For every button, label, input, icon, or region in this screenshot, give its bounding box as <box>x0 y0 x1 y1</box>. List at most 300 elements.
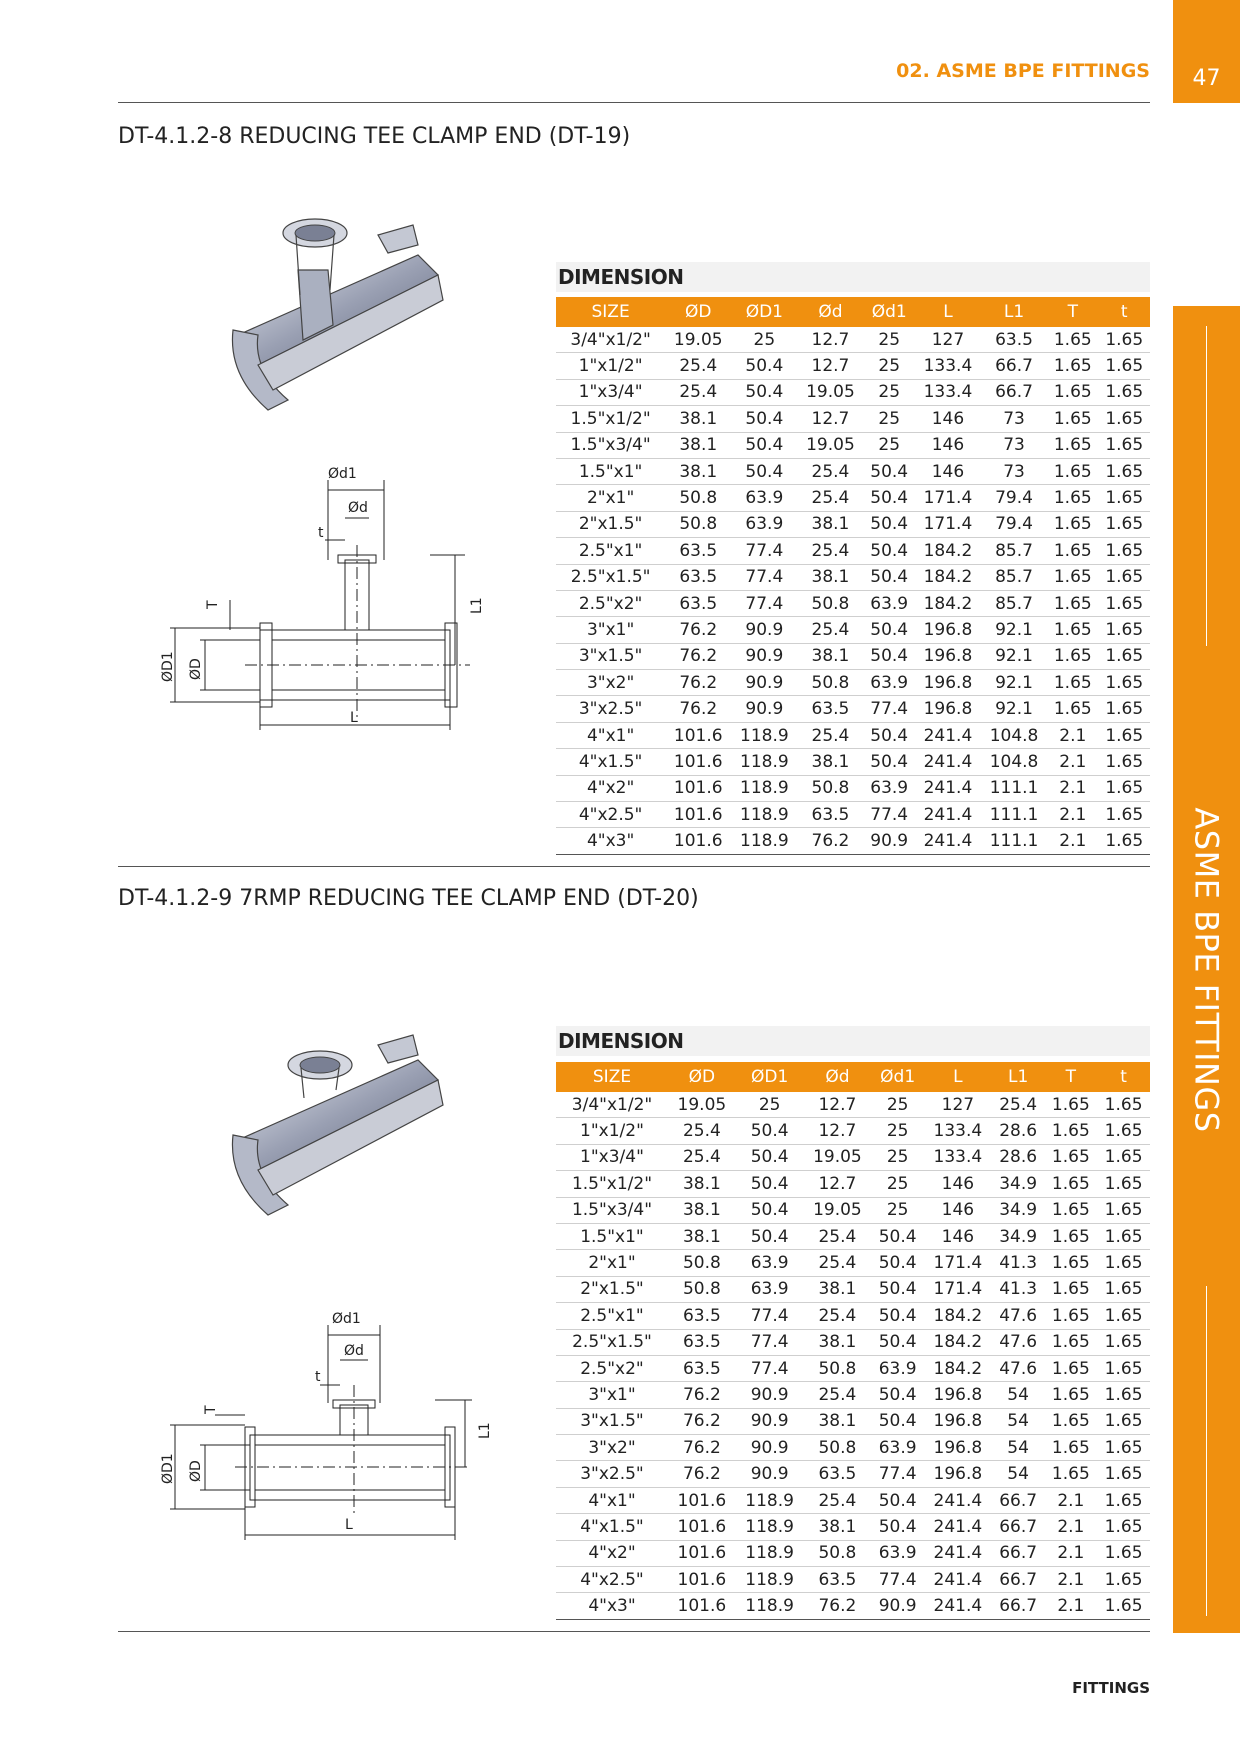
table-cell: 77.4 <box>864 802 915 828</box>
table-cell: 1.65 <box>1099 670 1151 696</box>
table-cell: 2.1 <box>1044 1540 1097 1566</box>
table-row <box>556 353 1150 379</box>
table-cell: 25.4 <box>992 1092 1045 1118</box>
table-cell: 196.8 <box>915 643 981 669</box>
table-cell: 2.1 <box>1044 1593 1097 1619</box>
table-cell: 77.4 <box>736 1355 804 1381</box>
table-cell: 76.2 <box>665 643 731 669</box>
table-cell: 1.65 <box>1099 353 1151 379</box>
table-cell: 241.4 <box>915 775 981 801</box>
table-cell: 50.4 <box>871 1487 924 1513</box>
header-rule <box>118 102 1150 103</box>
table-cell: 1.65 <box>1047 327 1098 353</box>
table-cell: 1.65 <box>1099 564 1151 590</box>
column-header: SIZE <box>556 1062 668 1092</box>
table-cell: 241.4 <box>924 1567 992 1593</box>
table-cell: 66.7 <box>992 1514 1045 1540</box>
table-row <box>556 1303 1150 1329</box>
table-cell: 92.1 <box>981 617 1047 643</box>
footer-label: FITTINGS <box>1072 1679 1150 1697</box>
table-cell: 25.4 <box>797 617 863 643</box>
table-cell: 50.4 <box>871 1514 924 1540</box>
column-header: ØD1 <box>736 1062 804 1092</box>
table-cell: 1.65 <box>1044 1408 1097 1434</box>
table-cell: 63.9 <box>736 1250 804 1276</box>
column-header: Ød1 <box>864 297 915 327</box>
table-row <box>556 1355 1150 1381</box>
table-cell: 77.4 <box>864 696 915 722</box>
table-cell: 25.4 <box>797 485 863 511</box>
table-cell: 111.1 <box>981 828 1047 854</box>
table-cell: 1.65 <box>1047 590 1098 616</box>
table-cell: 85.7 <box>981 564 1047 590</box>
table-row <box>556 1461 1150 1487</box>
table-cell: 118.9 <box>736 1487 804 1513</box>
table-cell: 77.4 <box>731 590 797 616</box>
table-cell: 1.65 <box>1099 327 1151 353</box>
table-cell: 1.65 <box>1099 802 1151 828</box>
table-cell: 77.4 <box>736 1303 804 1329</box>
table-cell: 50.4 <box>731 432 797 458</box>
dimension-table <box>556 297 1150 855</box>
table-cell: 76.2 <box>804 1593 872 1619</box>
label-T: T <box>205 600 221 609</box>
table-cell: 90.9 <box>731 643 797 669</box>
table-cell: 38.1 <box>804 1514 872 1540</box>
table-cell: 2.1 <box>1044 1514 1097 1540</box>
table-cell: 101.6 <box>668 1487 736 1513</box>
table-cell: 66.7 <box>992 1487 1045 1513</box>
table-cell: 1.5"x1/2" <box>556 1171 668 1197</box>
table-cell: 1"x1/2" <box>556 1118 668 1144</box>
table-cell: 3"x2.5" <box>556 696 665 722</box>
table-cell: 50.8 <box>665 485 731 511</box>
table-cell: 12.7 <box>797 327 863 353</box>
table-cell: 2.5"x1" <box>556 1303 668 1329</box>
table-cell: 63.9 <box>731 485 797 511</box>
table-cell: 1.65 <box>1097 1223 1150 1249</box>
table-cell: 50.4 <box>736 1223 804 1249</box>
page-number-tab <box>1173 0 1240 103</box>
table-cell: 50.4 <box>736 1171 804 1197</box>
table-cell: 3"x2" <box>556 1435 668 1461</box>
fitting-3d-illustration <box>228 1020 458 1225</box>
table-cell: 3"x1.5" <box>556 1408 668 1434</box>
dimension-heading: DIMENSION <box>556 1026 1150 1056</box>
table-cell: 73 <box>981 432 1047 458</box>
table-cell: 2"x1" <box>556 1250 668 1276</box>
table-cell: 104.8 <box>981 722 1047 748</box>
table-cell: 1.65 <box>1097 1435 1150 1461</box>
table-cell: 146 <box>915 458 981 484</box>
table-cell: 50.8 <box>665 511 731 537</box>
table-cell: 47.6 <box>992 1329 1045 1355</box>
table-row <box>556 670 1150 696</box>
table-cell: 50.4 <box>736 1118 804 1144</box>
table-cell: 2.1 <box>1044 1487 1097 1513</box>
column-header: L <box>924 1062 992 1092</box>
table-cell: 25 <box>871 1171 924 1197</box>
table-row <box>556 1329 1150 1355</box>
table-row <box>556 617 1150 643</box>
table-cell: 41.3 <box>992 1250 1045 1276</box>
table-cell: 34.9 <box>992 1197 1045 1223</box>
table-cell: 1.65 <box>1044 1171 1097 1197</box>
table-row <box>556 1408 1150 1434</box>
label-t: t <box>315 1369 321 1385</box>
table-cell: 63.9 <box>736 1276 804 1302</box>
table-cell: 50.4 <box>736 1144 804 1170</box>
section-header-label: 02. ASME BPE FITTINGS <box>896 60 1150 82</box>
label-L: L <box>345 1517 353 1533</box>
table-cell: 1.5"x3/4" <box>556 1197 668 1223</box>
table-cell: 25.4 <box>668 1144 736 1170</box>
table-row <box>556 590 1150 616</box>
table-cell: 76.2 <box>668 1382 736 1408</box>
table-cell: 146 <box>915 432 981 458</box>
table-cell: 3"x1" <box>556 617 665 643</box>
table-cell: 90.9 <box>864 828 915 854</box>
table-cell: 25 <box>736 1092 804 1118</box>
table-cell: 133.4 <box>924 1118 992 1144</box>
table-cell: 28.6 <box>992 1118 1045 1144</box>
table-row <box>556 379 1150 405</box>
table-row <box>556 775 1150 801</box>
table-cell: 50.4 <box>871 1223 924 1249</box>
column-header: SIZE <box>556 297 665 327</box>
table-cell: 101.6 <box>668 1514 736 1540</box>
table-row <box>556 1593 1150 1619</box>
table-cell: 63.5 <box>804 1461 872 1487</box>
table-cell: 50.4 <box>736 1197 804 1223</box>
table-cell: 1.65 <box>1097 1197 1150 1223</box>
table-cell: 1.5"x1" <box>556 458 665 484</box>
table-cell: 1.65 <box>1097 1276 1150 1302</box>
table-cell: 1.65 <box>1044 1118 1097 1144</box>
table-cell: 63.9 <box>864 670 915 696</box>
label-L1: L1 <box>477 1422 493 1439</box>
table-cell: 63.5 <box>797 696 863 722</box>
table-cell: 90.9 <box>736 1461 804 1487</box>
table-cell: 196.8 <box>924 1382 992 1408</box>
table-cell: 90.9 <box>871 1593 924 1619</box>
table-cell: 3"x2.5" <box>556 1461 668 1487</box>
table-cell: 25 <box>871 1118 924 1144</box>
table-cell: 90.9 <box>731 670 797 696</box>
side-tab <box>1173 306 1240 1633</box>
table-row <box>556 1171 1150 1197</box>
table-cell: 54 <box>992 1461 1045 1487</box>
table-cell: 1.65 <box>1097 1514 1150 1540</box>
table-cell: 1.65 <box>1099 379 1151 405</box>
table-cell: 25 <box>864 327 915 353</box>
table-cell: 63.9 <box>864 590 915 616</box>
table-cell: 25.4 <box>804 1382 872 1408</box>
table-cell: 1.65 <box>1047 696 1098 722</box>
table-cell: 196.8 <box>915 670 981 696</box>
table-cell: 2"x1.5" <box>556 1276 668 1302</box>
table-cell: 1"x3/4" <box>556 379 665 405</box>
table-cell: 196.8 <box>924 1435 992 1461</box>
table-cell: 66.7 <box>981 353 1047 379</box>
table-cell: 241.4 <box>924 1593 992 1619</box>
label-t: t <box>318 525 324 541</box>
column-header: Ød <box>797 297 863 327</box>
table-cell: 1.65 <box>1047 538 1098 564</box>
table-cell: 77.4 <box>731 564 797 590</box>
table-cell: 50.4 <box>871 1303 924 1329</box>
table-row <box>556 432 1150 458</box>
table-cell: 50.4 <box>731 406 797 432</box>
table-cell: 1"x3/4" <box>556 1144 668 1170</box>
table-row <box>556 1514 1150 1540</box>
column-header: ØD <box>665 297 731 327</box>
table-cell: 2.1 <box>1047 802 1098 828</box>
table-cell: 92.1 <box>981 643 1047 669</box>
table-cell: 50.4 <box>731 458 797 484</box>
table-cell: 19.05 <box>665 327 731 353</box>
table-cell: 1.65 <box>1047 670 1098 696</box>
table-cell: 66.7 <box>992 1593 1045 1619</box>
table-cell: 171.4 <box>924 1276 992 1302</box>
table-cell: 196.8 <box>924 1408 992 1434</box>
table-cell: 77.4 <box>731 538 797 564</box>
table-cell: 25.4 <box>804 1487 872 1513</box>
table-row <box>556 485 1150 511</box>
table-cell: 3"x1" <box>556 1382 668 1408</box>
column-header: L1 <box>992 1062 1045 1092</box>
table-cell: 4"x1.5" <box>556 749 665 775</box>
table-cell: 196.8 <box>924 1461 992 1487</box>
table-cell: 1.65 <box>1047 432 1098 458</box>
table-row <box>556 1276 1150 1302</box>
table-cell: 1.65 <box>1044 1329 1097 1355</box>
table-cell: 50.4 <box>864 643 915 669</box>
table-cell: 196.8 <box>915 696 981 722</box>
table-cell: 146 <box>924 1171 992 1197</box>
table-cell: 50.4 <box>871 1329 924 1355</box>
table-cell: 38.1 <box>668 1171 736 1197</box>
table-cell: 63.5 <box>665 590 731 616</box>
footer-rule <box>118 1631 1150 1632</box>
table-row <box>556 1092 1150 1118</box>
table-cell: 118.9 <box>736 1567 804 1593</box>
side-label: ASME BPE FITTINGS <box>1187 806 1226 1133</box>
table-cell: 1.65 <box>1099 696 1151 722</box>
table-cell: 2.5"x1" <box>556 538 665 564</box>
table-row <box>556 749 1150 775</box>
table-cell: 76.2 <box>668 1435 736 1461</box>
table-cell: 50.4 <box>871 1276 924 1302</box>
table-cell: 1.65 <box>1047 485 1098 511</box>
table-cell: 63.9 <box>871 1540 924 1566</box>
table-cell: 38.1 <box>797 564 863 590</box>
table-cell: 63.5 <box>797 802 863 828</box>
table-cell: 1.65 <box>1097 1250 1150 1276</box>
table-cell: 63.5 <box>665 538 731 564</box>
column-header: ØD1 <box>731 297 797 327</box>
table-row <box>556 802 1150 828</box>
table-cell: 127 <box>924 1092 992 1118</box>
table-cell: 25 <box>731 327 797 353</box>
table-cell: 1.65 <box>1099 749 1151 775</box>
table-cell: 241.4 <box>924 1514 992 1540</box>
table-cell: 77.4 <box>871 1461 924 1487</box>
table-cell: 47.6 <box>992 1303 1045 1329</box>
table-cell: 63.9 <box>871 1355 924 1381</box>
table-cell: 118.9 <box>731 775 797 801</box>
table-cell: 19.05 <box>797 432 863 458</box>
column-header: L <box>915 297 981 327</box>
table-cell: 2.5"x2" <box>556 590 665 616</box>
table-cell: 1.65 <box>1044 1276 1097 1302</box>
table-cell: 1.65 <box>1097 1092 1150 1118</box>
table-cell: 241.4 <box>915 722 981 748</box>
table-cell: 4"x2.5" <box>556 802 665 828</box>
label-d1: Ød1 <box>328 466 357 482</box>
table-cell: 3/4"x1/2" <box>556 1092 668 1118</box>
table-cell: 4"x2.5" <box>556 1567 668 1593</box>
table-cell: 2.5"x1.5" <box>556 564 665 590</box>
dimension-heading: DIMENSION <box>556 262 1150 292</box>
table-cell: 4"x2" <box>556 1540 668 1566</box>
table-cell: 1.65 <box>1044 1223 1097 1249</box>
label-d: Ød <box>344 1343 364 1359</box>
table-cell: 63.5 <box>665 564 731 590</box>
table-row <box>556 1118 1150 1144</box>
table-cell: 63.5 <box>981 327 1047 353</box>
table-cell: 1.65 <box>1097 1118 1150 1144</box>
table-cell: 1.65 <box>1044 1197 1097 1223</box>
table-cell: 25 <box>864 432 915 458</box>
table-cell: 2"x1.5" <box>556 511 665 537</box>
table-cell: 118.9 <box>736 1540 804 1566</box>
table-cell: 1.65 <box>1099 643 1151 669</box>
table-cell: 50.4 <box>864 564 915 590</box>
table-cell: 1.65 <box>1044 1461 1097 1487</box>
table-cell: 241.4 <box>924 1540 992 1566</box>
table-cell: 63.5 <box>668 1303 736 1329</box>
table-cell: 1.5"x1/2" <box>556 406 665 432</box>
table-cell: 38.1 <box>797 511 863 537</box>
table-cell: 41.3 <box>992 1276 1045 1302</box>
table-cell: 133.4 <box>915 353 981 379</box>
table-cell: 118.9 <box>731 828 797 854</box>
table-cell: 50.8 <box>804 1355 872 1381</box>
table-cell: 118.9 <box>736 1593 804 1619</box>
table-cell: 4"x1" <box>556 1487 668 1513</box>
table-cell: 1.65 <box>1044 1355 1097 1381</box>
table-cell: 38.1 <box>804 1276 872 1302</box>
label-d: Ød <box>348 500 368 516</box>
table-cell: 2"x1" <box>556 485 665 511</box>
table-cell: 2.1 <box>1047 722 1098 748</box>
table-cell: 85.7 <box>981 538 1047 564</box>
column-header: t <box>1097 1062 1150 1092</box>
section-divider <box>118 866 1150 867</box>
table-cell: 104.8 <box>981 749 1047 775</box>
table-cell: 146 <box>915 406 981 432</box>
table-row <box>556 1250 1150 1276</box>
table-cell: 1.65 <box>1044 1303 1097 1329</box>
table-cell: 241.4 <box>915 802 981 828</box>
table-cell: 38.1 <box>804 1329 872 1355</box>
table-cell: 4"x3" <box>556 828 665 854</box>
table-cell: 76.2 <box>665 696 731 722</box>
table-cell: 241.4 <box>915 749 981 775</box>
label-L: L <box>350 710 358 726</box>
table-cell: 1.65 <box>1097 1144 1150 1170</box>
table-cell: 1.65 <box>1099 775 1151 801</box>
table-cell: 25 <box>864 406 915 432</box>
table-cell: 1.65 <box>1097 1408 1150 1434</box>
table-row <box>556 1197 1150 1223</box>
fitting-3d-illustration <box>228 215 458 420</box>
table-row <box>556 828 1150 854</box>
table-cell: 50.4 <box>864 458 915 484</box>
table-cell: 1.65 <box>1097 1593 1150 1619</box>
table-cell: 76.2 <box>797 828 863 854</box>
table-cell: 101.6 <box>665 828 731 854</box>
table-cell: 76.2 <box>665 670 731 696</box>
table-row <box>556 1567 1150 1593</box>
table-cell: 146 <box>924 1197 992 1223</box>
table-cell: 25.4 <box>665 353 731 379</box>
table-cell: 73 <box>981 406 1047 432</box>
table-cell: 1.65 <box>1097 1487 1150 1513</box>
table-cell: 66.7 <box>981 379 1047 405</box>
column-header: ØD <box>668 1062 736 1092</box>
column-header: t <box>1099 297 1151 327</box>
table-cell: 1.65 <box>1099 485 1151 511</box>
table-cell: 241.4 <box>915 828 981 854</box>
table-cell: 2.5"x1.5" <box>556 1329 668 1355</box>
table-cell: 12.7 <box>804 1171 872 1197</box>
table-cell: 19.05 <box>797 379 863 405</box>
table-cell: 50.4 <box>731 353 797 379</box>
table-cell: 2.1 <box>1044 1567 1097 1593</box>
table-cell: 118.9 <box>731 802 797 828</box>
table-cell: 118.9 <box>731 749 797 775</box>
table-cell: 50.8 <box>797 670 863 696</box>
table-cell: 79.4 <box>981 511 1047 537</box>
column-header: L1 <box>981 297 1047 327</box>
section-title: DT-4.1.2-9 7RMP REDUCING TEE CLAMP END (DT-20) <box>118 886 699 911</box>
table-row <box>556 458 1150 484</box>
label-d1: Ød1 <box>332 1311 361 1327</box>
table-cell: 47.6 <box>992 1355 1045 1381</box>
table-cell: 25.4 <box>665 379 731 405</box>
table-cell: 50.4 <box>864 511 915 537</box>
table-cell: 1.65 <box>1099 511 1151 537</box>
table-cell: 50.4 <box>871 1408 924 1434</box>
table-cell: 1.65 <box>1044 1144 1097 1170</box>
table-cell: 63.9 <box>731 511 797 537</box>
table-cell: 85.7 <box>981 590 1047 616</box>
label-T: T <box>203 1405 219 1414</box>
table-row <box>556 511 1150 537</box>
table-row <box>556 696 1150 722</box>
table-cell: 1.65 <box>1097 1540 1150 1566</box>
table-cell: 171.4 <box>915 511 981 537</box>
table-cell: 38.1 <box>797 749 863 775</box>
table-cell: 133.4 <box>924 1144 992 1170</box>
table-cell: 4"x1" <box>556 722 665 748</box>
table-cell: 241.4 <box>924 1487 992 1513</box>
table-cell: 1.5"x3/4" <box>556 432 665 458</box>
table-cell: 3"x1.5" <box>556 643 665 669</box>
table-cell: 28.6 <box>992 1144 1045 1170</box>
